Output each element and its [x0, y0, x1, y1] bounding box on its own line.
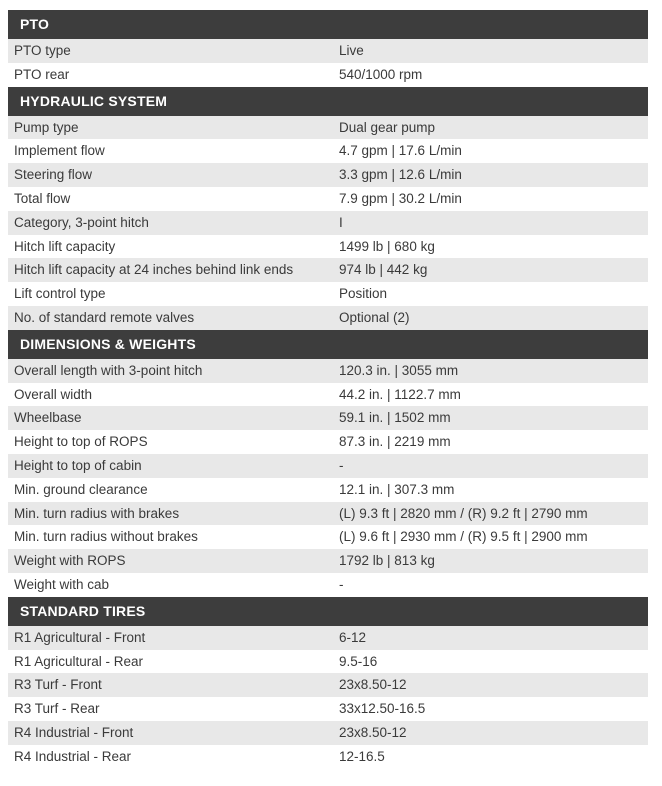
- spec-value: 23x8.50-12: [339, 677, 407, 693]
- spec-value: 9.5-16: [339, 653, 378, 669]
- spec-value: 6-12: [339, 629, 367, 645]
- section-header: PTO: [8, 10, 648, 39]
- spec-label: Weight with cab: [14, 576, 110, 592]
- spec-label: PTO rear: [14, 66, 70, 82]
- table-row: [8, 282, 648, 306]
- spec-label: Height to top of cabin: [14, 457, 142, 473]
- spec-label: R4 Industrial - Rear: [14, 748, 132, 764]
- table-row: [8, 383, 648, 407]
- table-row: [8, 39, 648, 63]
- section-dimensions-weights: [8, 330, 648, 597]
- spec-value: -: [339, 457, 344, 473]
- spec-label: Height to top of ROPS: [14, 434, 148, 450]
- spec-label: Total flow: [14, 190, 71, 206]
- table-row: [8, 258, 648, 282]
- table-row: [8, 626, 648, 650]
- spec-label: Category, 3-point hitch: [14, 214, 149, 230]
- spec-label: Lift control type: [14, 286, 106, 302]
- spec-value: 12-16.5: [339, 748, 385, 764]
- spec-value: 59.1 in. | 1502 mm: [339, 410, 451, 426]
- spec-label: Min. turn radius with brakes: [14, 505, 180, 521]
- spec-label: R1 Agricultural - Front: [14, 629, 146, 645]
- table-row: [8, 673, 648, 697]
- table-row: [8, 163, 648, 187]
- spec-value: Optional (2): [339, 309, 410, 325]
- table-row: [8, 502, 648, 526]
- spec-label: Min. turn radius without brakes: [14, 529, 198, 545]
- section-header: STANDARD TIRES: [8, 597, 648, 626]
- table-row: [8, 697, 648, 721]
- spec-label: Weight with ROPS: [14, 553, 126, 569]
- table-row: [8, 63, 648, 87]
- spec-label: No. of standard remote valves: [14, 309, 195, 325]
- table-row: [8, 549, 648, 573]
- table-row: [8, 525, 648, 549]
- section-header: HYDRAULIC SYSTEM: [8, 87, 648, 116]
- table-row: [8, 406, 648, 430]
- spec-label: Steering flow: [14, 167, 93, 183]
- spec-label: Overall length with 3-point hitch: [14, 362, 203, 378]
- table-row: [8, 306, 648, 330]
- spec-label: Wheelbase: [14, 410, 82, 426]
- section-hydraulic-system: [8, 87, 648, 330]
- spec-value: 1499 lb | 680 kg: [339, 238, 435, 254]
- table-row: [8, 454, 648, 478]
- spec-value: 4.7 gpm | 17.6 L/min: [339, 143, 462, 159]
- spec-label: Implement flow: [14, 143, 105, 159]
- spec-label: R1 Agricultural - Rear: [14, 653, 144, 669]
- spec-value: -: [339, 576, 344, 592]
- spec-value: 974 lb | 442 kg: [339, 262, 428, 278]
- table-row: [8, 211, 648, 235]
- spec-value: Live: [339, 43, 364, 58]
- spec-value: 44.2 in. | 1122.7 mm: [339, 386, 461, 402]
- spec-value: 3.3 gpm | 12.6 L/min: [339, 167, 462, 183]
- spec-value: (L) 9.3 ft | 2820 mm / (R) 9.2 ft | 2790 mm: [339, 505, 588, 521]
- spec-value: (L) 9.6 ft | 2930 mm / (R) 9.5 ft | 2900 mm: [339, 529, 588, 545]
- section-standard-tires: [8, 597, 648, 769]
- table-row: [8, 359, 648, 383]
- table-row: [8, 139, 648, 163]
- spec-value: I: [339, 214, 343, 230]
- section-header: DIMENSIONS & WEIGHTS: [8, 330, 648, 359]
- spec-value: 33x12.50-16.5: [339, 701, 426, 717]
- spec-label: Pump type: [14, 119, 79, 135]
- spec-label: R3 Turf - Front: [14, 677, 102, 693]
- spec-label: Hitch lift capacity: [14, 238, 116, 254]
- table-row: [8, 430, 648, 454]
- spec-value: 87.3 in. | 2219 mm: [339, 434, 451, 450]
- spec-value: Position: [339, 286, 388, 302]
- table-row: [8, 235, 648, 259]
- spec-label: R3 Turf - Rear: [14, 701, 100, 717]
- table-row: [8, 650, 648, 674]
- table-row: [8, 116, 648, 140]
- table-row: [8, 721, 648, 745]
- spec-table: [8, 10, 648, 769]
- spec-value: 23x8.50-12: [339, 724, 407, 740]
- table-row: [8, 573, 648, 597]
- spec-value: 1792 lb | 813 kg: [339, 553, 435, 569]
- spec-value: Dual gear pump: [339, 119, 436, 135]
- spec-value: 540/1000 rpm: [339, 66, 423, 82]
- table-row: [8, 745, 648, 769]
- spec-label: R4 Industrial - Front: [14, 724, 134, 740]
- spec-value: 120.3 in. | 3055 mm: [339, 362, 459, 378]
- spec-label: Overall width: [14, 386, 93, 402]
- table-row: [8, 478, 648, 502]
- section-pto: [8, 10, 648, 87]
- spec-label: Min. ground clearance: [14, 481, 148, 497]
- table-row: [8, 187, 648, 211]
- spec-label: PTO type: [14, 43, 71, 58]
- spec-label: Hitch lift capacity at 24 inches behind link ends: [14, 262, 294, 278]
- spec-value: 7.9 gpm | 30.2 L/min: [339, 190, 462, 206]
- spec-value: 12.1 in. | 307.3 mm: [339, 481, 455, 497]
